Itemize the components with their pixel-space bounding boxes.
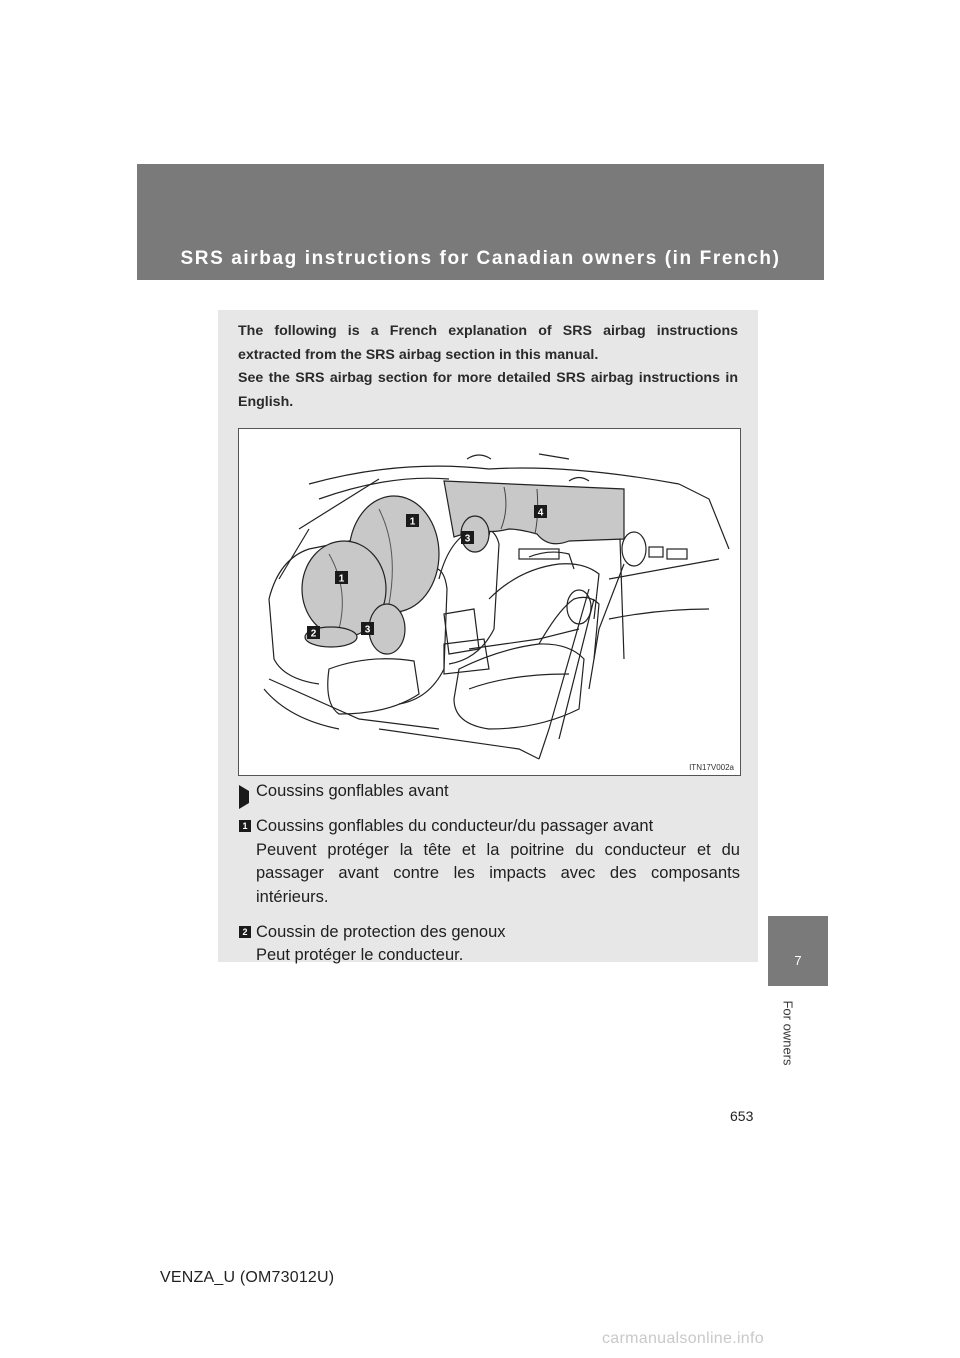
item-description: Peuvent protéger la tête et la poitrine du conducteur et du passager avant contre les impacts avec des composants intérieurs. xyxy=(256,840,740,906)
footer-code: VENZA_U (OM73012U) xyxy=(160,1269,335,1286)
page-title: SRS airbag instructions for Canadian owners (in French) xyxy=(180,248,781,269)
chapter-label-text: For owners xyxy=(780,1000,796,1066)
callout-2: 2 xyxy=(310,628,317,640)
body-text xyxy=(238,780,740,968)
vehicle-interior-drawing xyxy=(239,429,740,775)
list-item xyxy=(238,815,740,909)
figure-code: ITN17V002a xyxy=(689,763,734,772)
item-description: Peut protéger le conducteur. xyxy=(256,946,464,965)
watermark[interactable]: carmanualsonline.info xyxy=(602,1330,764,1347)
section-heading-text: Coussins gonflables avant xyxy=(256,782,449,800)
section-heading xyxy=(238,780,740,803)
header-band xyxy=(137,164,824,280)
chapter-label xyxy=(781,996,795,1070)
intro-line-1: The following is a French explanation of SRS airbag instructions extracted from the SRS airbag section in this manual. xyxy=(238,323,738,363)
intro-text xyxy=(238,320,738,414)
airbag-illustration xyxy=(238,428,741,776)
list-item xyxy=(238,921,740,968)
number-2-icon: 2 xyxy=(239,926,251,938)
chapter-tab xyxy=(768,916,828,986)
item-title: Coussins gonflables du conducteur/du passager avant xyxy=(256,817,654,836)
content-box xyxy=(218,310,758,965)
intro-line-2: See the SRS airbag section for more detailed SRS airbag instructions in English. xyxy=(238,370,738,410)
callout-4: 4 xyxy=(537,507,544,519)
callout-1b: 1 xyxy=(338,573,345,585)
callout-1a: 1 xyxy=(409,516,416,528)
callout-3a: 3 xyxy=(464,533,471,545)
page-number: 653 xyxy=(730,1108,754,1124)
callout-3b: 3 xyxy=(364,624,371,636)
item-title: Coussin de protection des genoux xyxy=(256,923,506,942)
triangle-bullet-icon xyxy=(239,785,261,809)
chapter-number: 7 xyxy=(794,953,802,968)
number-1-icon: 1 xyxy=(239,820,251,832)
